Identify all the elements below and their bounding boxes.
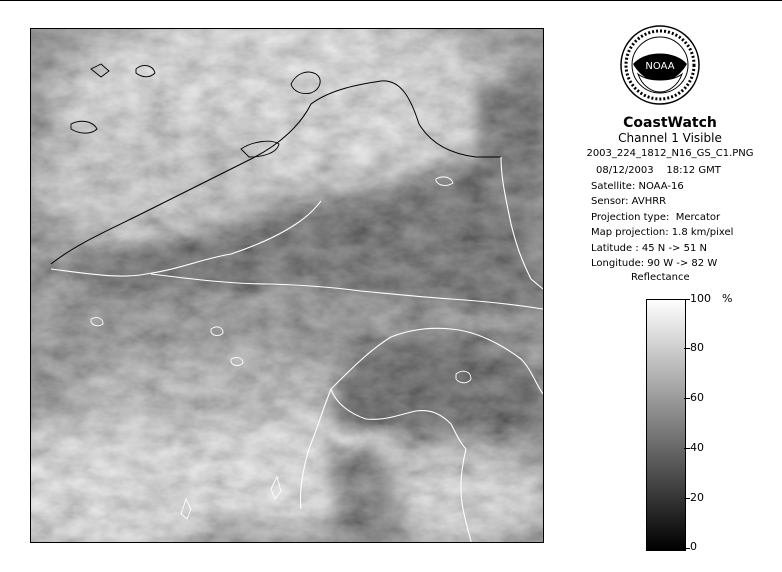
longitude-text: Longitude: 90 W -> 82 W bbox=[591, 258, 718, 269]
satellite-image-svg bbox=[31, 29, 543, 542]
info-panel bbox=[560, 115, 780, 161]
colorbar-tick-label: 20 bbox=[690, 491, 704, 504]
noaa-logo-text: NOAA bbox=[645, 61, 675, 72]
channel-label: Channel 1 Visible bbox=[618, 131, 722, 145]
top-rule bbox=[0, 0, 782, 1]
legend-unit: % bbox=[722, 292, 733, 305]
colorbar-tick-label: 80 bbox=[690, 341, 704, 354]
filename-label: 2003_224_1812_N16_GS_C1.PNG bbox=[586, 148, 754, 159]
datetime-text: 08/12/2003 18:12 GMT bbox=[596, 165, 721, 176]
sensor-text: Sensor: AVHRR bbox=[591, 196, 667, 207]
satellite-image[interactable] bbox=[30, 28, 544, 543]
product-title: CoastWatch bbox=[623, 115, 717, 131]
colorbar-tick-label: 0 bbox=[690, 540, 697, 553]
noaa-emblem-icon bbox=[620, 20, 700, 110]
colorbar-tick-label: 100 bbox=[690, 292, 711, 305]
colorbar-tick-label: 40 bbox=[690, 441, 704, 454]
details-list bbox=[591, 163, 733, 272]
projection-type-text: Projection type: Mercator bbox=[591, 211, 721, 223]
reflectance-colorbar bbox=[646, 299, 686, 551]
legend-title: Reflectance bbox=[631, 272, 690, 283]
map-projection-text: Map projection: 1.8 km/pixel bbox=[591, 227, 734, 238]
satellite-text: Satellite: NOAA-16 bbox=[591, 180, 684, 192]
latitude-text: Latitude : 45 N -> 51 N bbox=[591, 242, 707, 254]
colorbar-tick-label: 60 bbox=[690, 391, 704, 404]
noaa-logo bbox=[620, 20, 700, 110]
